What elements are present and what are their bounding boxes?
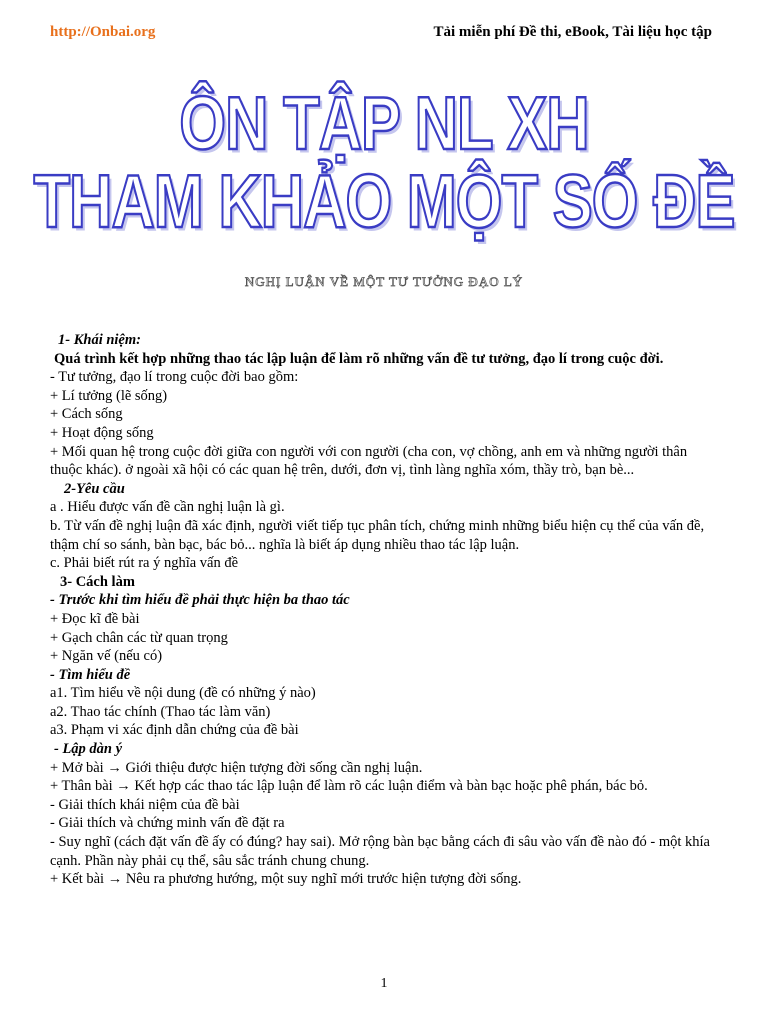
list-item: + Cách sống [50, 406, 123, 423]
list-item: - Suy nghĩ (cách đặt vấn đề ấy có đúng? hay sai). Mở rộng bàn bạc bằng cách đi sâu vào vấn đề nào đó - một khía cạnh. Phần này phải cụ thể, sâu sắc tránh chung chung. [50, 834, 710, 869]
section-subtitle: NGHỊ LUẬN VỀ MỘT TƯ TƯỞNG ĐẠO LÝ [244, 274, 524, 289]
list-item: b. Từ vấn đề nghị luận đã xác định, người viết tiếp tục phân tích, chứng minh những biểu hiện cụ thể của vấn đề, thậm chí so sánh, bàn bạc, bác bỏ... nghĩa là biết áp dụng nhiều thao tác lập luận. [50, 517, 705, 553]
list-item: + Đọc kĩ đề bài [50, 610, 140, 627]
definition-paragraph: Quá trình kết hợp những thao tác lập luận để làm rõ những vấn đề tư tưởng, đạo lí trong cuộc đời. [54, 350, 664, 367]
list-item: a3. Phạm vi xác định dẫn chứng của đề bài [50, 722, 299, 739]
list-item: + Kết bài → Nêu ra phương hướng, một suy nghĩ mới trước hiện tượng đời sống. [50, 871, 522, 888]
heading-cach-lam: 3- Cách làm [60, 573, 135, 590]
page-number: 1 [380, 976, 388, 991]
list-item: + Mở bài → Giới thiệu được hiện tượng đời sống cần nghị luận. [50, 759, 423, 776]
list-item: + Thân bài → Kết hợp các thao tác lập luận để làm rõ các luận điểm và bàn bạc hoặc phê phán, bác bỏ. [50, 778, 648, 795]
list-item: - Tư tưởng, đạo lí trong cuộc đời bao gồm: [50, 369, 299, 386]
site-link[interactable]: http://Onbai.org [50, 24, 156, 40]
title-line-2: THAM KHẢO MỘT SỐ ĐỀ [33, 159, 735, 243]
list-item: a2. Thao tác chính (Thao tác làm văn) [50, 703, 271, 720]
list-item: - Giải thích và chứng minh vấn đề đặt ra [50, 815, 285, 832]
document-body [50, 331, 718, 889]
title-line-1: ÔN TẬP NL XH [179, 81, 589, 165]
heading-khai-niem: 1- Khái niệm: [58, 332, 141, 348]
page-header [50, 24, 712, 46]
heading-yeu-cau: 2-Yêu cầu [64, 480, 125, 497]
list-item: c. Phải biết rút ra ý nghĩa vấn đề [50, 555, 239, 572]
list-item: a . Hiểu được vấn đề cần nghị luận là gì. [50, 499, 285, 516]
list-item: a1. Tìm hiểu về nội dung (đề có những ý nào) [50, 685, 316, 702]
list-item: + Hoạt động sống [50, 424, 154, 441]
list-item: + Mối quan hệ trong cuộc đời giữa con người với con người (cha con, vợ chồng, anh em và những người thân thuộc khác). ở ngoài xã hội có các quan hệ trên, dưới, đơn vị, tình làng nghĩa xóm, thầy trò, bạn bè... [50, 443, 688, 479]
subheading-tim-hieu-de: - Tìm hiểu đề [50, 666, 131, 683]
subheading-lap-dan-y: - Lập dàn ý [54, 741, 123, 758]
list-item: + Ngăn vế (nếu có) [50, 648, 163, 665]
list-item: + Lí tưởng (lẽ sống) [50, 387, 168, 404]
list-item: - Giải thích khái niệm của đề bài [50, 796, 240, 813]
header-tagline: Tải miễn phí Đề thi, eBook, Tài liệu học tập [433, 24, 712, 40]
subheading-truoc-khi: - Trước khi tìm hiểu đề phải thực hiện ba thao tác [50, 592, 350, 609]
list-item: + Gạch chân các từ quan trọng [50, 629, 228, 646]
